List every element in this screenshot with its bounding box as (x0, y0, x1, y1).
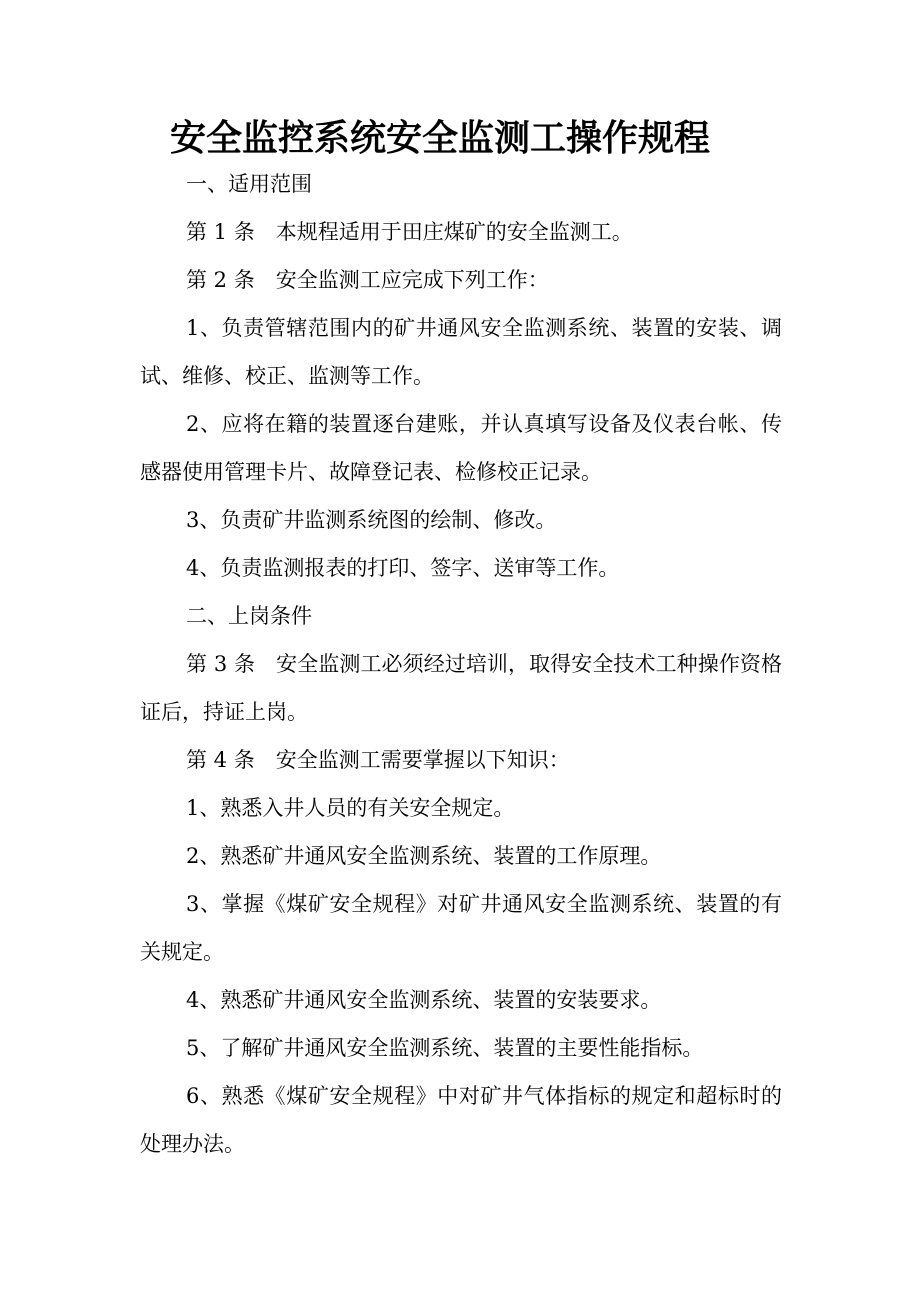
knowledge-item-2: 2、熟悉矿井通风安全监测系统、装置的工作原理。 (186, 844, 662, 868)
knowledge-item-3: 3、掌握《煤矿安全规程》对矿井通风安全监测系统、装置的有关规定。 (140, 892, 782, 964)
article-2: 第 2 条 安全监测工应完成下列工作： (186, 268, 549, 292)
article-4: 第 4 条 安全监测工需要掌握以下知识： (186, 748, 570, 772)
article-1: 第 1 条 本规程适用于田庄煤矿的安全监测工。 (186, 220, 633, 244)
document-title: 安全监控系统安全监测工操作规程 (169, 117, 710, 159)
duty-item-2: 2、应将在籍的装置逐台建账，并认真填写设备及仪表台帐、传感器使用管理卡片、故障登记表、检修校正记录。 (140, 412, 782, 484)
article-3: 第 3 条 安全监测工必须经过培训，取得安全技术工种操作资格证后，持证上岗。 (140, 652, 782, 724)
knowledge-item-4: 4、熟悉矿井通风安全监测系统、装置的安装要求。 (186, 988, 662, 1012)
document-body (140, 160, 782, 1168)
knowledge-item-1: 1、熟悉入井人员的有关安全规定。 (186, 796, 515, 820)
section-heading-requirements: 二、上岗条件 (186, 604, 312, 628)
duty-item-3: 3、负责矿井监测系统图的绘制、修改。 (186, 508, 557, 532)
knowledge-item-6: 6、熟悉《煤矿安全规程》中对矿井气体指标的规定和超标时的处理办法。 (140, 1084, 782, 1156)
knowledge-item-5: 5、了解矿井通风安全监测系统、装置的主要性能指标。 (186, 1036, 704, 1060)
section-heading-scope: 一、适用范围 (186, 172, 312, 196)
duty-item-4: 4、负责监测报表的打印、签字、送审等工作。 (186, 556, 620, 580)
duty-item-1: 1、负责管辖范围内的矿井通风安全监测系统、装置的安装、调试、维修、校正、监测等工作。 (140, 316, 782, 388)
